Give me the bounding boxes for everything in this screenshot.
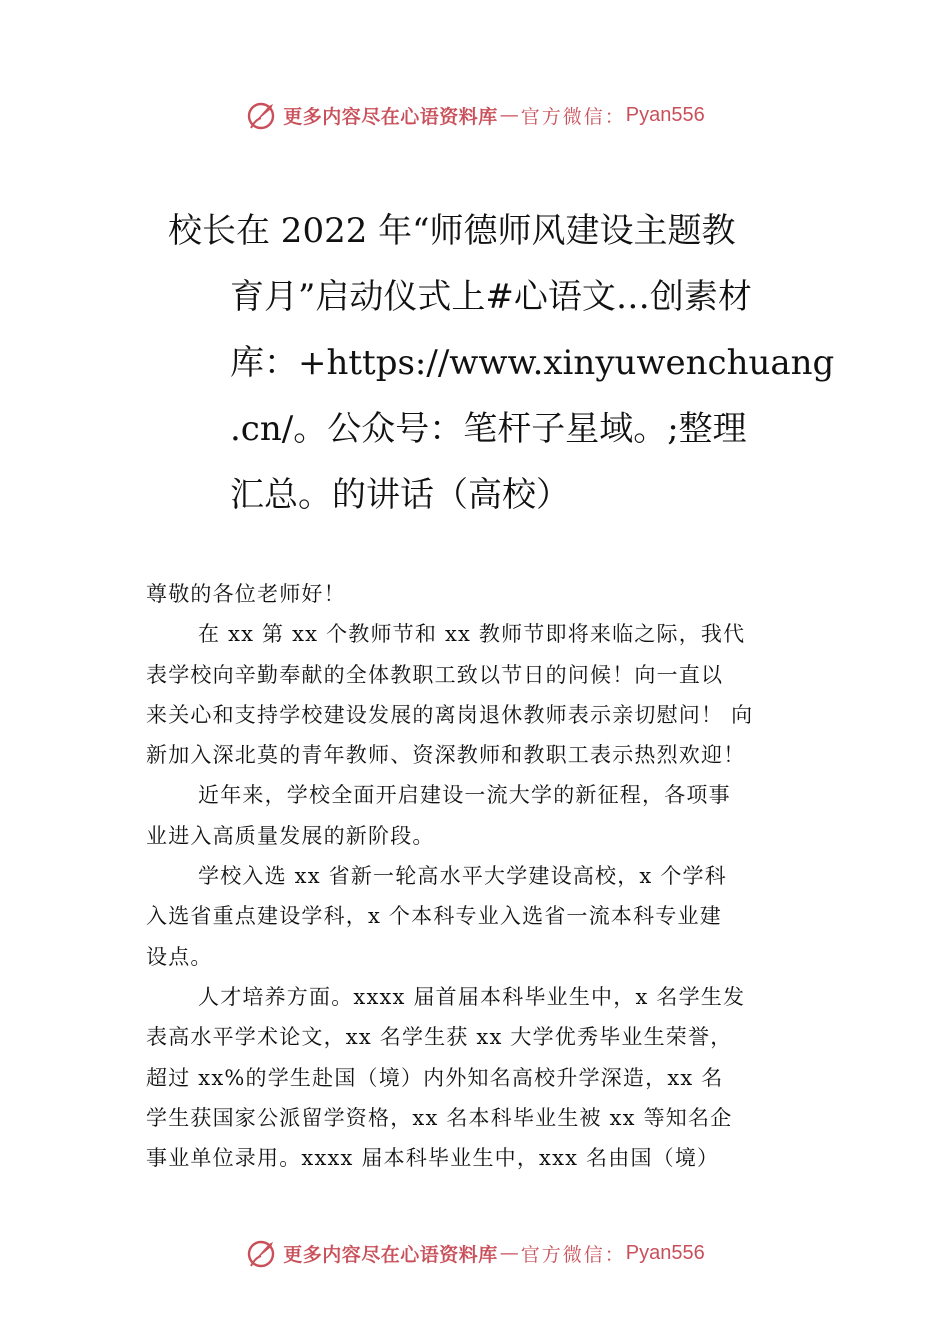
title-line: 校长在 2022 年“师德师风建设主题教	[168, 211, 736, 251]
body-line: 入选省重点建设学科，x 个本科专业入选省一流本科专业建	[146, 904, 722, 929]
body-line: 新加入深北莫的青年教师、资深教师和教职工表示热烈欢迎！	[146, 743, 746, 768]
banner-slogan: 更多内容尽在心语资料库	[283, 1243, 498, 1266]
banner-dash: —	[499, 1242, 519, 1264]
footer-watermark-banner	[0, 1233, 950, 1273]
document-title	[168, 198, 835, 528]
body-line: 表学校向辛勤奉献的全体教职工致以节日的问候！向一直以	[146, 662, 724, 687]
body-line: 业进入高质量发展的新阶段。	[146, 823, 435, 848]
banner-wechat-label: 官方微信：	[520, 105, 626, 128]
body-line: 事业单位录用。xxxx 届本科毕业生中，xxx 名由国（境）	[146, 1146, 720, 1171]
banner-wechat-id: Pyan556	[625, 1241, 705, 1264]
document-body	[146, 574, 810, 1178]
quill-logo-icon	[245, 98, 279, 132]
title-line: 汇总。的讲话（高校）	[230, 475, 570, 515]
body-line: 近年来，学校全面开启建设一流大学的新征程，各项事	[198, 783, 731, 808]
body-line: 学生获国家公派留学资格，xx 名本科毕业生被 xx 等知名企	[146, 1105, 733, 1130]
body-line: 表高水平学术论文，xx 名学生获 xx 大学优秀毕业生荣誉，	[146, 1025, 733, 1050]
banner-slogan: 更多内容尽在心语资料库	[283, 105, 498, 128]
body-line: 在 xx 第 xx 个教师节和 xx 教师节即将来临之际，我代	[198, 622, 746, 647]
body-line: 来关心和支持学校建设发展的离岗退休教师表示亲切慰问！ 向	[146, 702, 754, 727]
banner-wechat-id: Pyan556	[625, 103, 705, 126]
body-line: 人才培养方面。xxxx 届首届本科毕业生中，x 名学生发	[198, 984, 746, 1009]
title-line: 库：+https://www.xinyuwenchuang	[230, 343, 835, 383]
salutation: 尊敬的各位老师好！	[146, 582, 346, 606]
quill-logo-icon	[245, 1236, 279, 1270]
body-line: 学校入选 xx 省新一轮高水平大学建设高校，x 个学科	[198, 864, 727, 889]
banner-dash: —	[499, 104, 519, 126]
body-line: 超过 xx%的学生赴国（境）内外知名高校升学深造，xx 名	[146, 1065, 724, 1090]
banner-wechat-label: 官方微信：	[520, 1243, 626, 1266]
title-line: 育月”启动仪式上#心语文…创素材	[230, 277, 752, 317]
body-line: 设点。	[146, 944, 213, 969]
header-watermark-banner	[0, 95, 950, 135]
title-line: .cn/。公众号：笔杆子星域。;整理	[230, 409, 747, 449]
